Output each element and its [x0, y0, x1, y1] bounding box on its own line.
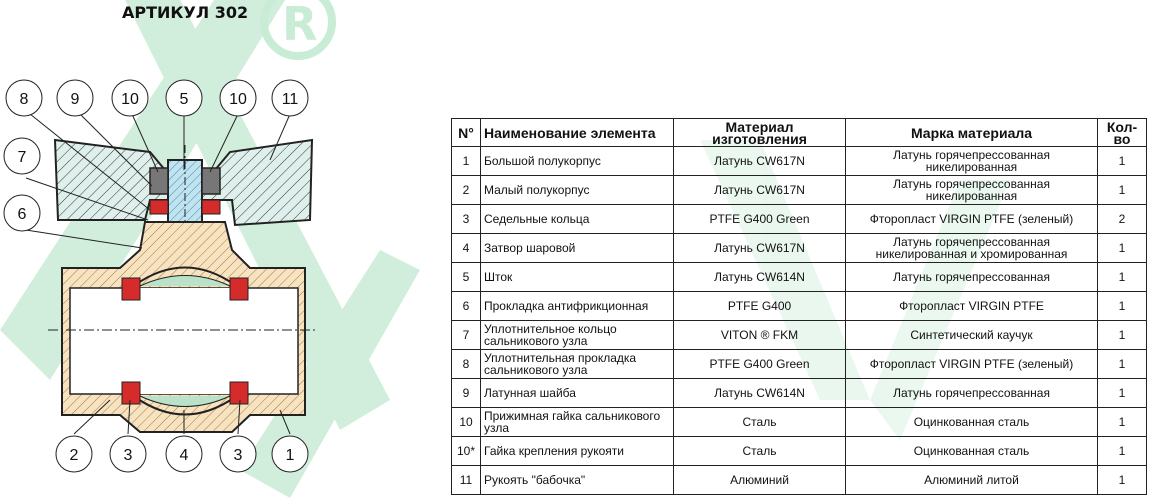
svg-text:11: 11 — [281, 91, 299, 108]
cell-material: Латунь CW614N — [674, 379, 846, 408]
cell-name: Уплотнительное кольцо сальникового узла — [481, 321, 674, 350]
svg-text:9: 9 — [70, 91, 80, 108]
cell-material: PTFE G400 Green — [674, 205, 846, 234]
callout-3b — [220, 436, 256, 472]
table-row — [452, 437, 1147, 466]
seal-ring — [202, 200, 220, 214]
callout-4 — [166, 436, 202, 472]
svg-text:3: 3 — [233, 447, 243, 464]
seat-ring — [230, 278, 248, 300]
callout-2 — [56, 436, 92, 472]
cell-material: Латунь CW617N — [674, 147, 846, 176]
cell-num: 4 — [452, 234, 481, 263]
cell-num: 1 — [452, 147, 481, 176]
cell-brand: Латунь горячепрессованная никелированная и хромированная — [846, 234, 1098, 263]
cell-material: VITON ® FKM — [674, 321, 846, 350]
svg-text:4: 4 — [179, 447, 189, 464]
cell-name: Седельные кольца — [481, 205, 674, 234]
callout-11 — [272, 80, 308, 116]
cell-brand: Латунь горячепрессованная — [846, 263, 1098, 292]
callout-9 — [57, 80, 93, 116]
cell-qty: 1 — [1098, 321, 1147, 350]
table-row — [452, 147, 1147, 176]
callout-1 — [272, 436, 308, 472]
cell-qty: 1 — [1098, 234, 1147, 263]
svg-text:7: 7 — [17, 149, 27, 166]
cell-name: Малый полукорпус — [481, 176, 674, 205]
cell-name: Затвор шаровой — [481, 234, 674, 263]
table-body — [452, 147, 1147, 495]
cell-brand: Латунь горячепрессованная никелированная — [846, 176, 1098, 205]
svg-text:3: 3 — [123, 447, 133, 464]
cell-num: 6 — [452, 292, 481, 321]
cell-num: 3 — [452, 205, 481, 234]
svg-text:10: 10 — [229, 91, 247, 108]
callout-3 — [110, 436, 146, 472]
table-row — [452, 350, 1147, 379]
cell-name: Шток — [481, 263, 674, 292]
seal-ring — [150, 200, 168, 214]
seat-ring — [122, 382, 140, 404]
table-header-row — [452, 119, 1147, 147]
callout-6 — [4, 195, 40, 231]
header-material: Материал изготовления — [674, 119, 846, 147]
cell-num: 5 — [452, 263, 481, 292]
header-brand: Марка материала — [846, 119, 1098, 147]
cell-brand: Латунь горячепрессованная никелированная — [846, 147, 1098, 176]
cell-material: Латунь CW617N — [674, 234, 846, 263]
callout-7 — [4, 138, 40, 174]
cell-num: 11 — [452, 466, 481, 495]
callout-10b — [220, 80, 256, 116]
table-row — [452, 408, 1147, 437]
cell-qty: 1 — [1098, 350, 1147, 379]
cell-brand: Оцинкованная сталь — [846, 408, 1098, 437]
callout-10 — [112, 80, 148, 116]
table-row — [452, 466, 1147, 495]
cell-qty: 1 — [1098, 408, 1147, 437]
spec-table — [451, 118, 1147, 495]
cell-name: Латунная шайба — [481, 379, 674, 408]
svg-text:10: 10 — [121, 91, 139, 108]
svg-text:5: 5 — [179, 91, 189, 108]
cell-material: PTFE G400 Green — [674, 350, 846, 379]
cell-name: Прижимная гайка сальникового узла — [481, 408, 674, 437]
cell-qty: 1 — [1098, 379, 1147, 408]
callout-5 — [166, 80, 202, 116]
header-name: Наименование элемента — [481, 119, 674, 147]
cell-qty: 1 — [1098, 437, 1147, 466]
table-row — [452, 321, 1147, 350]
cell-qty: 1 — [1098, 176, 1147, 205]
header-qty: Кол-во — [1098, 119, 1147, 147]
svg-text:6: 6 — [17, 206, 27, 223]
cell-num: 9 — [452, 379, 481, 408]
table-row — [452, 292, 1147, 321]
cell-brand: Фторопласт VIRGIN PTFE (зеленый) — [846, 205, 1098, 234]
cell-qty: 1 — [1098, 147, 1147, 176]
seat-ring — [230, 382, 248, 404]
cell-num: 10* — [452, 437, 481, 466]
header-num: N° — [452, 119, 481, 147]
cell-material: Латунь CW614N — [674, 263, 846, 292]
valve-cross-section-diagram — [0, 60, 340, 498]
cell-brand: Алюминий литой — [846, 466, 1098, 495]
svg-text:1: 1 — [285, 447, 295, 464]
cell-num: 10 — [452, 408, 481, 437]
cell-qty: 1 — [1098, 292, 1147, 321]
cell-name: Рукоять "бабочка" — [481, 466, 674, 495]
table-row — [452, 234, 1147, 263]
cell-brand: Синтетический каучук — [846, 321, 1098, 350]
cell-name: Прокладка антифрикционная — [481, 292, 674, 321]
table-row — [452, 379, 1147, 408]
cell-name: Большой полукорпус — [481, 147, 674, 176]
cell-qty: 2 — [1098, 205, 1147, 234]
cell-name: Уплотнительная прокладка сальникового узла — [481, 350, 674, 379]
cell-brand: Оцинкованная сталь — [846, 437, 1098, 466]
cell-qty: 1 — [1098, 466, 1147, 495]
svg-text:8: 8 — [19, 91, 29, 108]
top-nut — [150, 168, 168, 194]
cell-brand: Латунь горячепрессованная — [846, 379, 1098, 408]
cell-num: 8 — [452, 350, 481, 379]
article-title: АРТИКУЛ 302 — [122, 3, 249, 22]
table-row — [452, 205, 1147, 234]
svg-text:R: R — [282, 0, 318, 51]
seat-ring — [122, 278, 140, 300]
table-row — [452, 176, 1147, 205]
cell-qty: 1 — [1098, 263, 1147, 292]
cell-name: Гайка крепления рукояти — [481, 437, 674, 466]
cell-material: Сталь — [674, 408, 846, 437]
cell-material: Латунь CW617N — [674, 176, 846, 205]
cell-material: PTFE G400 — [674, 292, 846, 321]
cell-num: 2 — [452, 176, 481, 205]
svg-text:2: 2 — [69, 447, 79, 464]
cell-brand: Фторопласт VIRGIN PTFE (зеленый) — [846, 350, 1098, 379]
cell-brand: Фторопласт VIRGIN PTFE — [846, 292, 1098, 321]
cell-material: Алюминий — [674, 466, 846, 495]
callout-8 — [6, 80, 42, 116]
cell-num: 7 — [452, 321, 481, 350]
table-row — [452, 263, 1147, 292]
top-nut — [202, 168, 220, 194]
cell-material: Сталь — [674, 437, 846, 466]
